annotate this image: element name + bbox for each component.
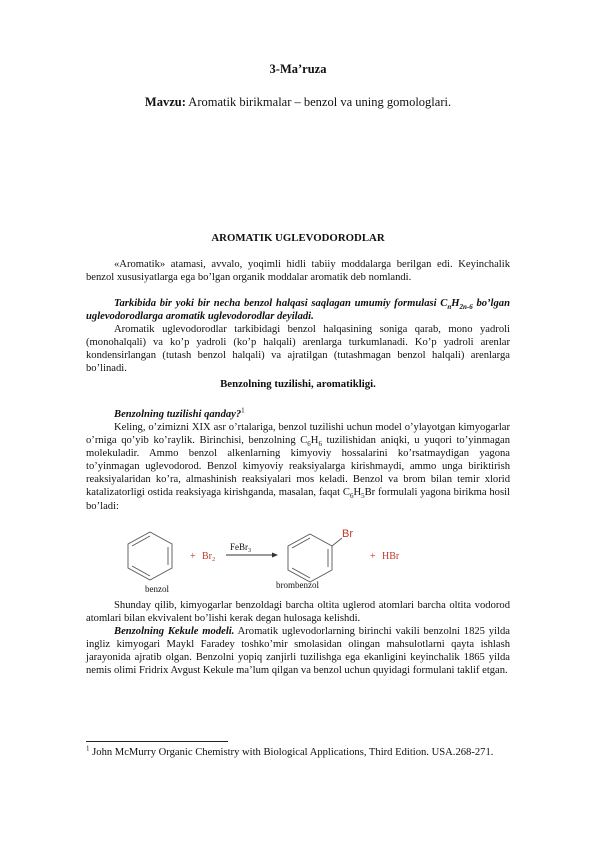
formula-subscript: 5 [361, 492, 365, 501]
question-text: Benzolning tuzilishi qanday? [114, 409, 242, 420]
catalyst-subscript: 3 [248, 548, 251, 554]
bromine-substituent: Br [342, 528, 353, 540]
structure-paragraph [86, 421, 510, 513]
kekule-heading: Benzolning Kekule modeli. [114, 626, 235, 637]
footnote-marker: 1 [86, 744, 90, 753]
text-run: Br formulali yagona birikma hosil bo’ladi: [86, 487, 510, 512]
bromobenzene-label: brombenzol [276, 580, 319, 590]
reagent-subscript: 2 [212, 556, 216, 563]
catalyst-label [230, 542, 251, 554]
equivalence-paragraph: Shunday qilib, kimyogarlar benzoldagi barcha oltita uglerod atomlari barcha oltita vodorod atomlari bilan ekvivalent bo’lishi kerak degan hulosaga kelishdi. [86, 600, 510, 625]
catalyst-symbol: FeBr [230, 542, 248, 552]
reaction-arrow [226, 553, 278, 558]
text-run: H [310, 435, 319, 447]
definition-part: Tarkibida bir yoki bir necha benzol halqasi saqlagan umumiy formulasi C [114, 298, 448, 309]
definition-part: bo’lgan uglevodorodlarga aromatik uglevodorodlar deyiladi. [86, 298, 510, 323]
reagent-symbol: Br [202, 551, 212, 562]
bromine-reagent [202, 551, 215, 563]
hydrogen-bromide-product: HBr [382, 551, 400, 562]
formula-subscript: 2n-6 [459, 303, 473, 312]
formula-subscript: 6 [318, 440, 322, 449]
subsection-title: Benzolning tuzilishi, aromatikligi. [220, 378, 376, 390]
topic-label: Mavzu: [144, 95, 186, 109]
formula-subscript: 6 [349, 492, 354, 501]
text-run: Keling, o’zimizni XIX asr o’rtalariga, benzol tuzilishi uchun model o’ylayotgan kimyogarlar o’rniga qo’yib ko’raylik. Birinchisi, benzolning C [86, 422, 510, 447]
topic-text: Aromatik birikmalar – benzol va uning gomologlari. [185, 95, 452, 109]
plus-sign: + [370, 551, 376, 562]
kekule-paragraph [86, 625, 510, 677]
bromobenzene-ring [288, 534, 342, 582]
benzene-ring [128, 532, 172, 580]
formula-subscript: 6 [307, 440, 311, 449]
definition-paragraph [86, 297, 510, 323]
lecture-title: 3-Ma’ruza [269, 62, 327, 76]
question-line [86, 408, 510, 421]
text-run: Aromatik uglevodorlarning birinchi vakili benzolni 1825 yilda ingliz kimyogari Maykl Faradey toshko’mir smolasidan olingan mahsulotlarni qayta ishlash jarayonida ajratib olgan. Benzolni yopiq zanjirli tuzilishga ega ekanligini keyinchalik 1865 yilda nemis olimi Fridrix Avgust Kekule ma’lum qilgan va benzol uchun quyidagi formulani taklif etgan. [86, 626, 510, 677]
formula-subscript: n [447, 303, 452, 312]
plus-sign: + [190, 551, 196, 562]
definition-part: H [451, 298, 460, 309]
footnote [86, 744, 566, 758]
section-title: AROMATIK UGLEVODORODLAR [211, 232, 385, 244]
classification-paragraph: Aromatik uglevodorodlar tarkibidagi benzol halqasining soniga qarab, mono yadroli (monohalqali) va ko’p yadroli (ko’p halqali) arenlarga turkumlanadi. Ko’p yadroli arenlar kondensirlangan (tutash benzol halqali) va ajratilgan (tutashmagan benzol halqali) arenlarga bo’linadi. [86, 324, 510, 375]
footnote-text: John McMurry Organic Chemistry with Biological Applications, Third Edition. USA.268-271. [89, 747, 494, 758]
footnote-divider [86, 741, 228, 742]
bromination-reaction-scheme [86, 526, 510, 596]
footnote-reference: 1 [241, 406, 245, 415]
text-run: tuzilishidan aniqki, u yuqori to’yinmagan molekuladir. Ammo benzol alkenlarning kimyoviy hossalarini ko’rsatmaydigan yagona to’yinmagan uglevodorod. Benzol kimyoviy reaksiyalarga kirishmaydi, ammo unga biriktirish reaksiyalaridan ko’ra, almashinish reaksiyalari mos keladi. Benzol va brom bilan temir xlorid katalizatorligi ostida reaksiyaga kirishganda, masalan, faqat C [86, 435, 510, 499]
text-run: H [353, 487, 362, 499]
intro-paragraph: «Aromatik» atamasi, avvalo, yoqimli hidli tabiiy moddalarga berilgan edi. Keyinchalik benzol xususiyatlarga ega bo’lgan organik moddalar aromatik deb nomlandi. [86, 259, 510, 284]
topic-line [0, 95, 596, 110]
benzene-label: benzol [145, 584, 169, 594]
